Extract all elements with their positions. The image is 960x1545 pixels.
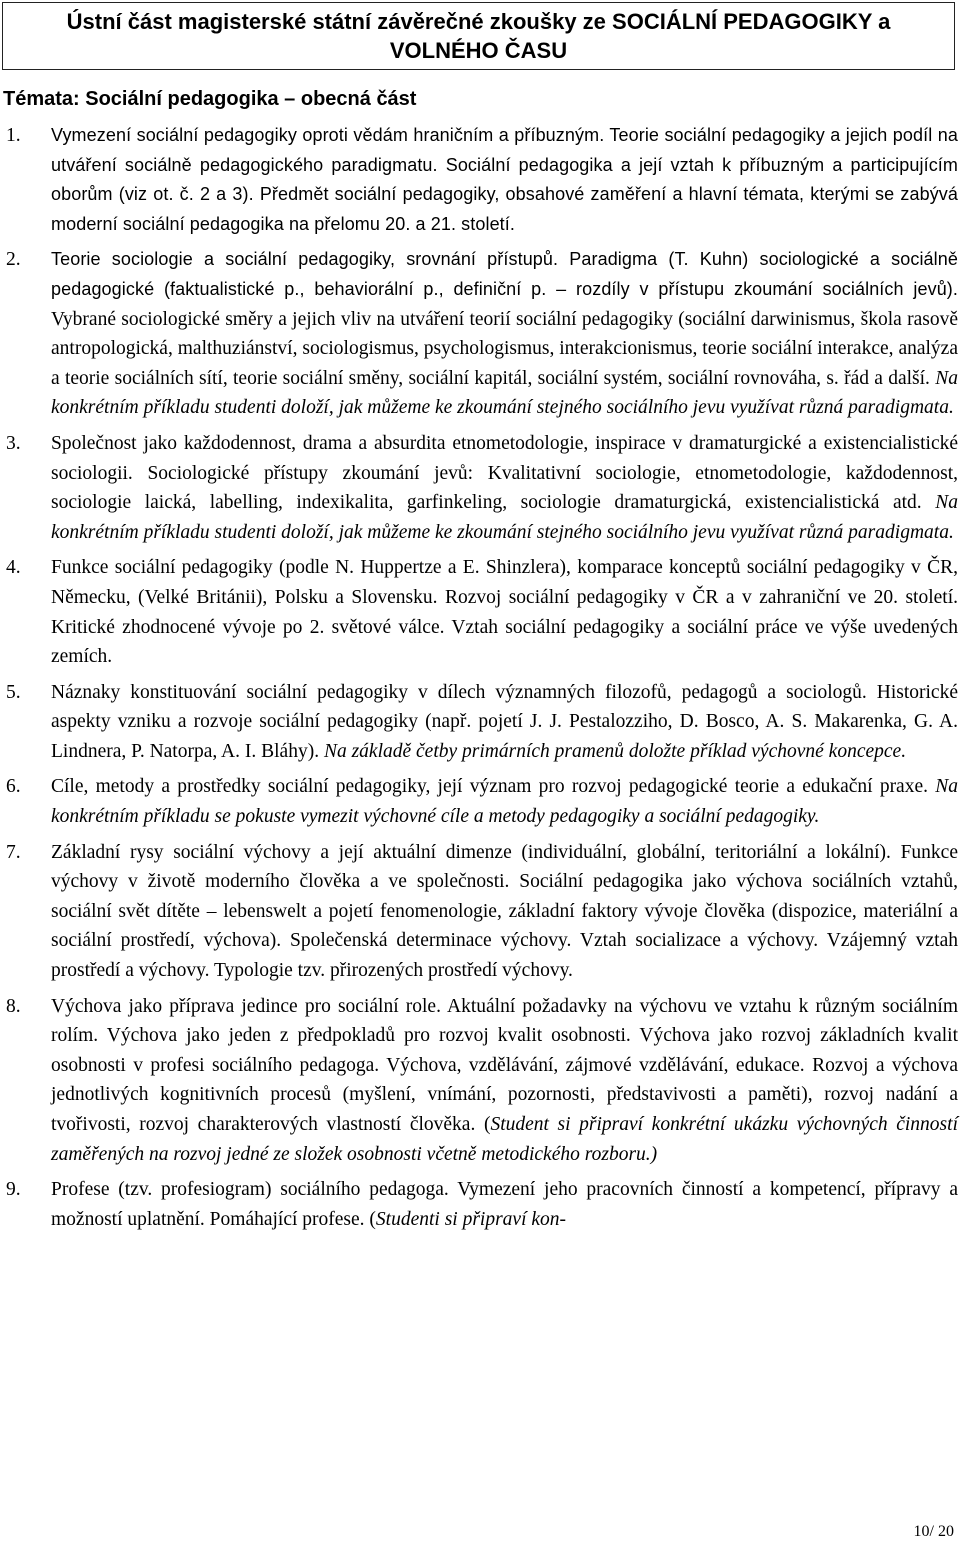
topic-number: 9. [6, 1179, 21, 1201]
topic-item-1 [0, 121, 958, 239]
topic-number: 6. [6, 776, 21, 798]
topic-item-3 [0, 429, 958, 547]
topic-text: Cíle, metody a prostředky sociální pedagogiky, její význam pro rozvoj pedagogické teorie a edukační praxe. [51, 776, 936, 798]
topic-text: Vybrané sociologické směry a jejich vliv na utváření teorií sociální pedagogiky (sociální darwinismus, škola rasově antropologická, malthuziánství, sociologismus, psychologismus, interakcionismus, teorie sociální interakce, analýza a teorie sociálních sítí, teorie sociální směny, sociální kapitál, sociální systém, sociální rovnováha, s. řád a další. [51, 308, 958, 389]
topic-list [0, 121, 958, 1240]
topic-text: Funkce sociální pedagogiky (podle N. Huppertze a E. Shinzlera), komparace konceptů sociální pedagogiky v ČR, Německu, (Velké Británii), Polsku a Slovensku. Rozvoj sociální pedagogiky v ČR a v zahraniční ve 20. století. Kritické zhodnocené vývoje po 2. světové válce. Vztah sociální pedagogiky a sociální práce ve výše uvedených zemích. [51, 557, 958, 668]
topic-item-4 [0, 553, 958, 671]
exam-title-box [2, 2, 955, 70]
topic-item-6 [0, 772, 958, 831]
page-number: 10/ 20 [913, 1523, 954, 1540]
topic-text-italic: Na konkrétním příkladu se pokuste vymezit výchovné cíle a metody pedagogiky a sociální pedagogiky. [51, 776, 958, 828]
topic-text-italic: Na konkrétním příkladu studenti doloží, jak můžeme ke zkoumání stejného sociálního jevu využívat různá paradigmata. [51, 367, 958, 419]
topic-text: Náznaky konstituování sociální pedagogiky v dílech významných filozofů, pedagogů a sociologů. Historické aspekty vzniku a rozvoje sociální pedagogiky (např. pojetí J. J. Pestalozziho, D. Bosco, A. S. Makarenka, G. A. Lindnera, P. Natorpa, A. I. Bláhy). [51, 681, 958, 762]
topic-text: Výchova jako příprava jedince pro sociální role. Aktuální požadavky na výchovu ve vztahu k různým sociálním rolím. Výchova jako jeden z předpokladů pro rozvoj kvalit osobnosti. Výchova jako rozvoj základních kvalit osobnosti v profesi sociálního pedagoga. Výchova, vzdělávání, zájmové vzdělávání, edukace. Rozvoj a výchova jednotlivých kognitivních procesů (myšlení, vnímání, pozornosti, představivosti a paměti), rozvoj nadání a tvořivosti, rozvoj charakterových vlastností člověka. ( [51, 995, 958, 1135]
topic-text: Základní rysy sociální výchovy a její aktuální dimenze (individuální, globální, teritoriální a lokální). Funkce výchovy v životě moderního člověka a ve společnosti. Sociální pedagogika jako výchova sociálních vztahů, sociální svět dítěte – lebenswelt a pojetí fenomenologie, základní faktory vývoje člověka (dispozice, materiální a sociální prostředí, výchova). Společenská determinace výchovy. Vztah socializace a výchovy. Vzájemný vztah prostředí a výchovy. Typologie tzv. přirozených prostředí výchovy. [51, 841, 958, 982]
topic-number: 2. [6, 249, 21, 271]
topic-text-italic: Na základě četby primárních pramenů doložte příklad výchovné koncepce. [323, 740, 907, 762]
topic-text: Profese (tzv. profesiogram) sociálního pedagoga. Vymezení jeho pracovních činností a kompetencí, přípravy a možností uplatnění. Pomáhající profese. ( [51, 1179, 958, 1230]
topic-text-sans: Teorie sociologie a sociální pedagogiky, srovnání přístupů. Paradigma (T. Kuhn) sociologické a sociálně pedagogické (faktualistické p., behaviorální p., definiční p. – rozdíly v přístupu zkoumání sociálních jevů). [51, 249, 958, 299]
topic-item-5 [0, 678, 958, 767]
topic-number: 8. [6, 995, 21, 1017]
exam-title-line-1: Ústní část magisterské státní závěrečné zkoušky ze SOCIÁLNÍ PEDAGOGIKY a [66, 9, 891, 34]
topic-item-7 [0, 838, 958, 986]
topic-text: Společnost jako každodennost, drama a absurdita etnometodologie, inspirace v dramaturgické a existencialistické sociologii. Sociologické přístupy zkoumání jevů: Kvalitativní sociologie, etnometodologie, každodennost, sociologie laická, labelling, indexikalita, garfinkeling, sociologie dramaturgická, existencialistická atd. [51, 432, 958, 514]
topic-number: 1. [6, 125, 21, 146]
topic-item-2 [0, 245, 958, 423]
topic-number: 5. [6, 681, 21, 703]
topic-number: 4. [6, 557, 21, 579]
topic-text-italic: Na konkrétním příkladu studenti doloží, jak můžeme ke zkoumání stejného sociálního jevu využívat různá paradigmata. [51, 492, 958, 543]
topic-item-9 [0, 1175, 958, 1234]
section-heading: Témata: Sociální pedagogika – obecná část [3, 88, 417, 110]
topic-text-italic: Studenti si připraví kon- [375, 1208, 567, 1230]
topic-item-8 [0, 992, 958, 1170]
topic-text-sans: Vymezení sociální pedagogiky oproti vědám hraničním a příbuzným. Teorie sociální pedagogiky a jejich podíl na utváření sociálně pedagogického paradigmatu. Sociální pedagogika a její vztah k příbuzným a participujícím oborům (viz ot. č. 2 a 3). Předmět sociální pedagogiky, obsahové zaměření a hlavní témata, kterými se zabývá moderní sociální pedagogika na přelomu 20. a 21. století. [51, 125, 958, 234]
topic-number: 3. [6, 432, 21, 454]
exam-title-line-2: VOLNÉHO ČASU [389, 38, 568, 63]
topic-number: 7. [6, 841, 21, 863]
topic-text-italic: Student si připraví konkrétní ukázku výchovných činností zaměřených na rozvoj jedné ze složek osobnosti včetně metodického rozboru.) [51, 1114, 958, 1165]
